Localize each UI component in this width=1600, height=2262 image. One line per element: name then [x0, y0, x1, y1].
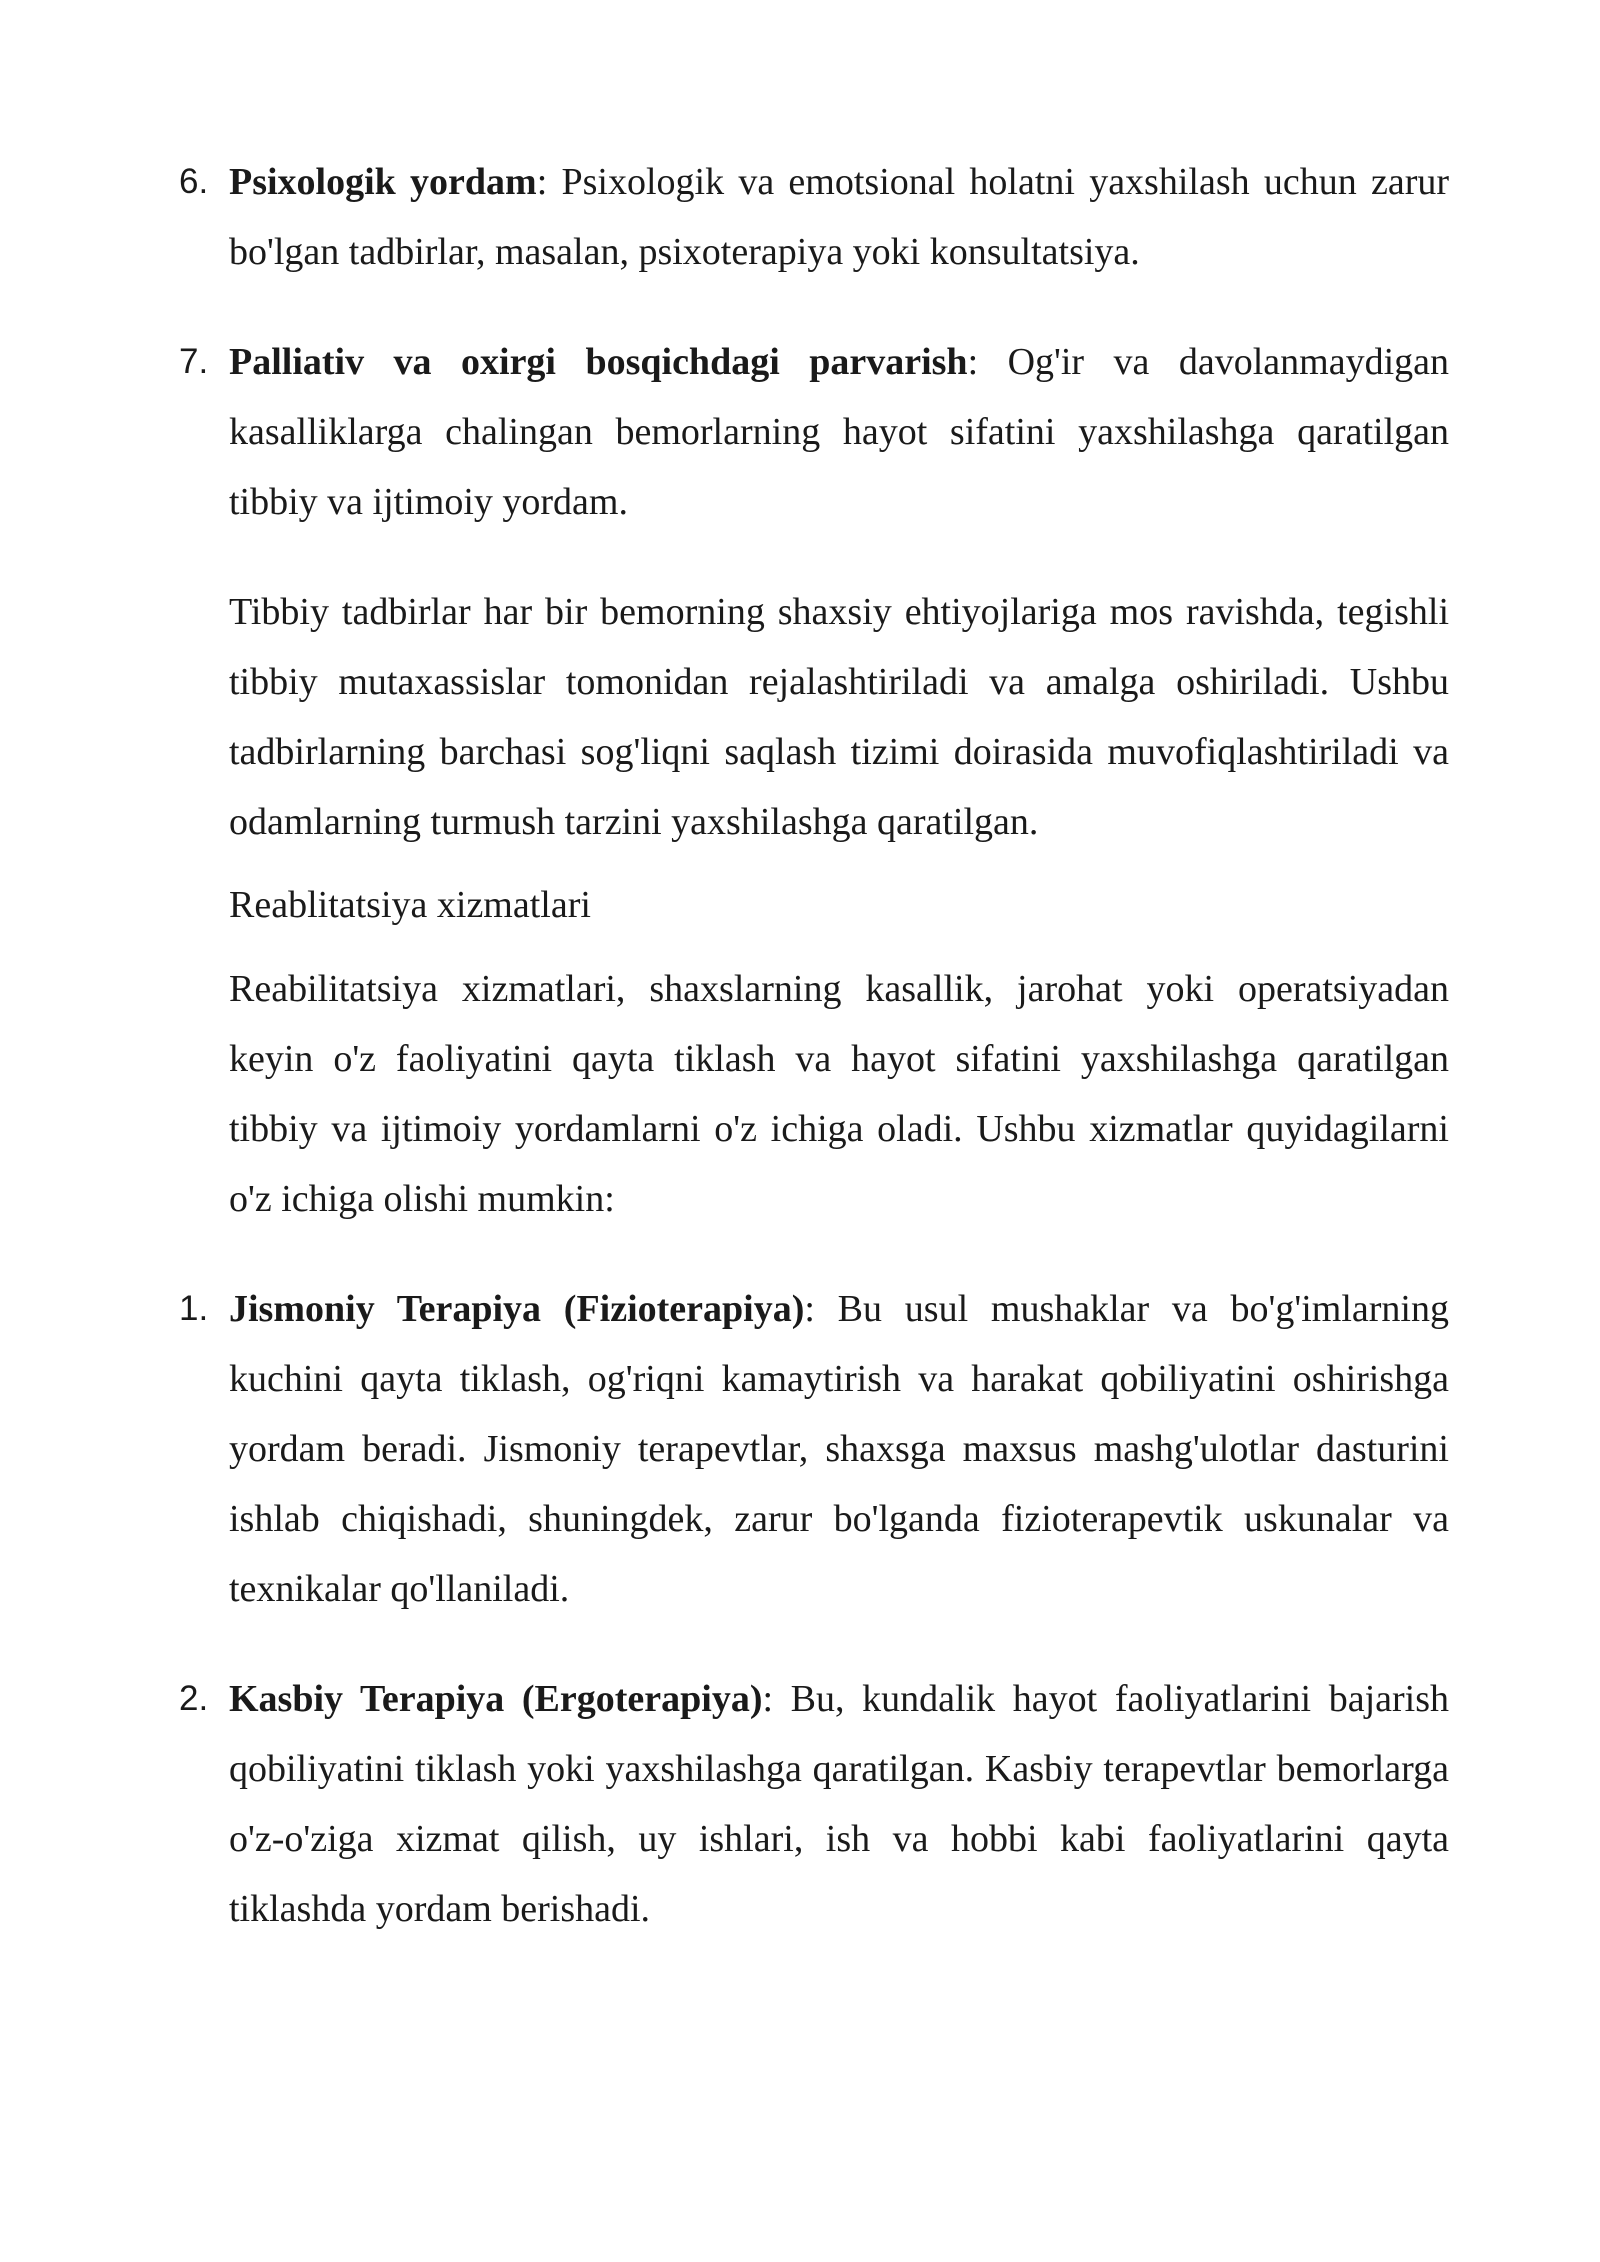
paragraph-reabilitatsiya: Reabilitatsiya xizmatlari, shaxslarning kasallik, jarohat yoki operatsiyadan keyin o'z faoliyatini qayta tiklash va hayot sifatini yaxshilashga qaratilgan tibbiy va ijtimoiy yordamlarni o'z ichiga oladi. Ushbu xizmatlar quyidagilarni o'z ichiga olishi mumkin:	[229, 968, 1449, 1220]
list-term: Jismoniy Terapiya (Fizioterapiya)	[229, 1288, 805, 1330]
paragraph-tibbiy-tadbirlar: Tibbiy tadbirlar har bir bemorning shaxsiy ehtiyojlariga mos ravishda, tegishli tibbiy mutaxassislar tomonidan rejalashtiriladi va amalga oshiriladi. Ushbu tadbirlarning barchasi sog'liqni saqlash tizimi doirasida muvofiqlashtiriladi va odamlarning turmush tarzini yaxshilashga qaratilgan.	[229, 591, 1449, 843]
list-number: 6.	[179, 162, 209, 201]
list-item-palliativ-parvarish	[179, 327, 1449, 537]
list-text: : Og'ir va davolanmaydigan kasalliklarga chalingan bemorlarning hayot sifatini yaxshilashga qaratilgan tibbiy va ijtimoiy yordam.	[229, 341, 1449, 523]
list-term: Kasbiy Terapiya (Ergoterapiya)	[229, 1678, 763, 1720]
list-text: : Psixologik va emotsional holatni yaxshilash uchun zarur bo'lgan tadbirlar, masalan, psixoterapiya yoki konsultatsiya.	[229, 161, 1449, 273]
list-item-psixologik-yordam	[179, 147, 1449, 287]
list-number: 7.	[179, 342, 209, 381]
list-text: : Bu, kundalik hayot faoliyatlarini bajarish qobiliyatini tiklash yoki yaxshilashga qaratilgan. Kasbiy terapevtlar bemorlarga o'z-o'ziga xizmat qilish, uy ishlari, ish va hobbi kabi faoliyatlarini qayta tiklashda yordam berishadi.	[229, 1678, 1449, 1930]
list-item-jismoniy-terapiya	[179, 1274, 1449, 1624]
list-term: Psixologik yordam	[229, 161, 537, 203]
list-item-kasbiy-terapiya	[179, 1664, 1449, 1944]
list-text: : Bu usul mushaklar va bo'g'imlarning kuchini qayta tiklash, og'riqni kamaytirish va harakat qobiliyatini oshirishga yordam beradi. Jismoniy terapevtlar, shaxsga maxsus mashg'ulotlar dasturini ishlab chiqishadi, shuningdek, zarur bo'lganda fizioterapevtik uskunalar va texnikalar qo'llaniladi.	[229, 1288, 1449, 1610]
list-number: 2.	[179, 1679, 209, 1718]
list-number: 1.	[179, 1289, 209, 1328]
list-term: Palliativ va oxirgi bosqichdagi parvarish	[229, 341, 968, 383]
document-body	[179, 147, 1449, 1944]
section-heading: Reablitatsiya xizmatlari	[229, 884, 591, 926]
